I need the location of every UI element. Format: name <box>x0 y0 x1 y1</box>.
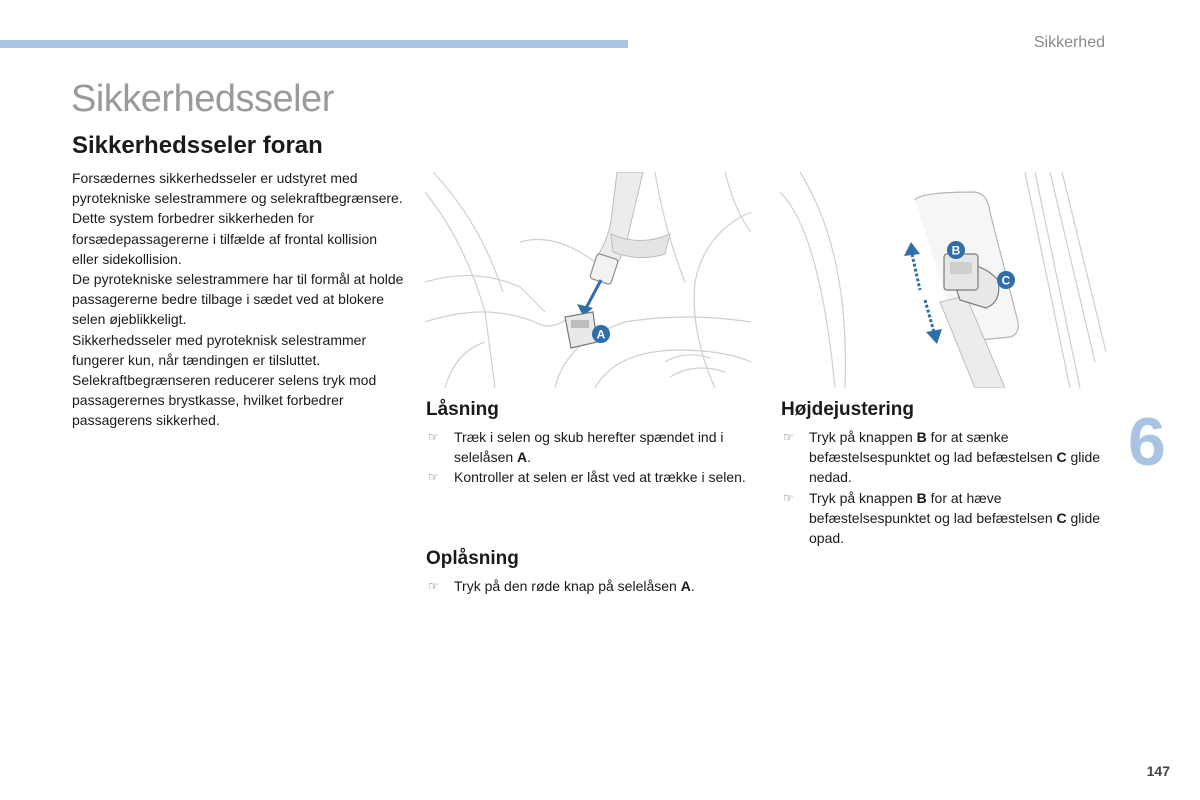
height-list <box>781 427 1101 548</box>
pointing-hand-icon: ☞ <box>783 490 794 505</box>
section-name: Sikkerhed <box>1033 34 1105 51</box>
label-a: A <box>596 327 606 342</box>
list-item: ☞ Træk i selen og skub herefter spændet ind i selelåsen A. <box>428 429 724 466</box>
label-c: C <box>1001 273 1011 288</box>
section-subtitle: Sikkerhedsseler foran <box>72 132 323 159</box>
pointing-hand-icon: ☞ <box>783 430 794 444</box>
page-title: Sikkerhedsseler <box>71 78 334 120</box>
list-item: ☞ Tryk på knappen B for at sænke befæstelsespunktet og lad befæstelsen C glide nedad. <box>783 429 1101 486</box>
seatbelt-buckle-illustration <box>425 172 751 388</box>
list-item: ☞ Tryk på den røde knap på selelåsen A. <box>426 576 756 596</box>
intro-paragraph: Forsædernes sikkerhedsseler er udstyret med pyrotekniske selestrammere og selekraftbegrænsere. <box>72 170 403 207</box>
unlocking-list <box>426 576 756 596</box>
intro-text <box>72 168 404 431</box>
locking-heading: Låsning <box>426 399 499 420</box>
chapter-number: 6 <box>1128 404 1166 480</box>
intro-paragraph: Dette system forbedrer sikkerheden for forsædepassagererne i tilfælde af frontal kollision eller sidekollision. <box>72 210 378 267</box>
pointing-hand-icon: ☞ <box>428 430 439 444</box>
pointing-hand-icon: ☞ <box>428 579 439 593</box>
height-heading: Højdejustering <box>781 399 915 420</box>
label-b: B <box>951 243 961 258</box>
pointing-hand-icon: ☞ <box>428 470 439 485</box>
list-item: ☞ Kontroller at selen er låst ved at trække i selen. <box>426 467 756 487</box>
page-number: 147 <box>1146 763 1170 779</box>
unlocking-heading: Oplåsning <box>426 548 519 569</box>
height-adjuster-illustration <box>780 172 1106 388</box>
intro-paragraph: Selekraftbegrænseren reducerer selens tryk mod passagerernes brystkasse, hvilket forbedrer passagerens sikkerhed. <box>72 372 377 429</box>
header-accent-bar <box>0 40 628 48</box>
list-item: ☞ Tryk på knappen B for at hæve befæstelsespunktet og lad befæstelsen C glide opad. <box>783 489 1101 547</box>
locking-list <box>426 427 756 488</box>
intro-paragraph: Sikkerhedsseler med pyroteknisk selestrammer fungerer kun, når tændingen er tilsluttet. <box>72 331 367 368</box>
intro-paragraph: De pyrotekniske selestrammere har til formål at holde passagererne bedre tilbage i sædet ved at blokere selen øjeblikkeligt. <box>72 271 404 328</box>
